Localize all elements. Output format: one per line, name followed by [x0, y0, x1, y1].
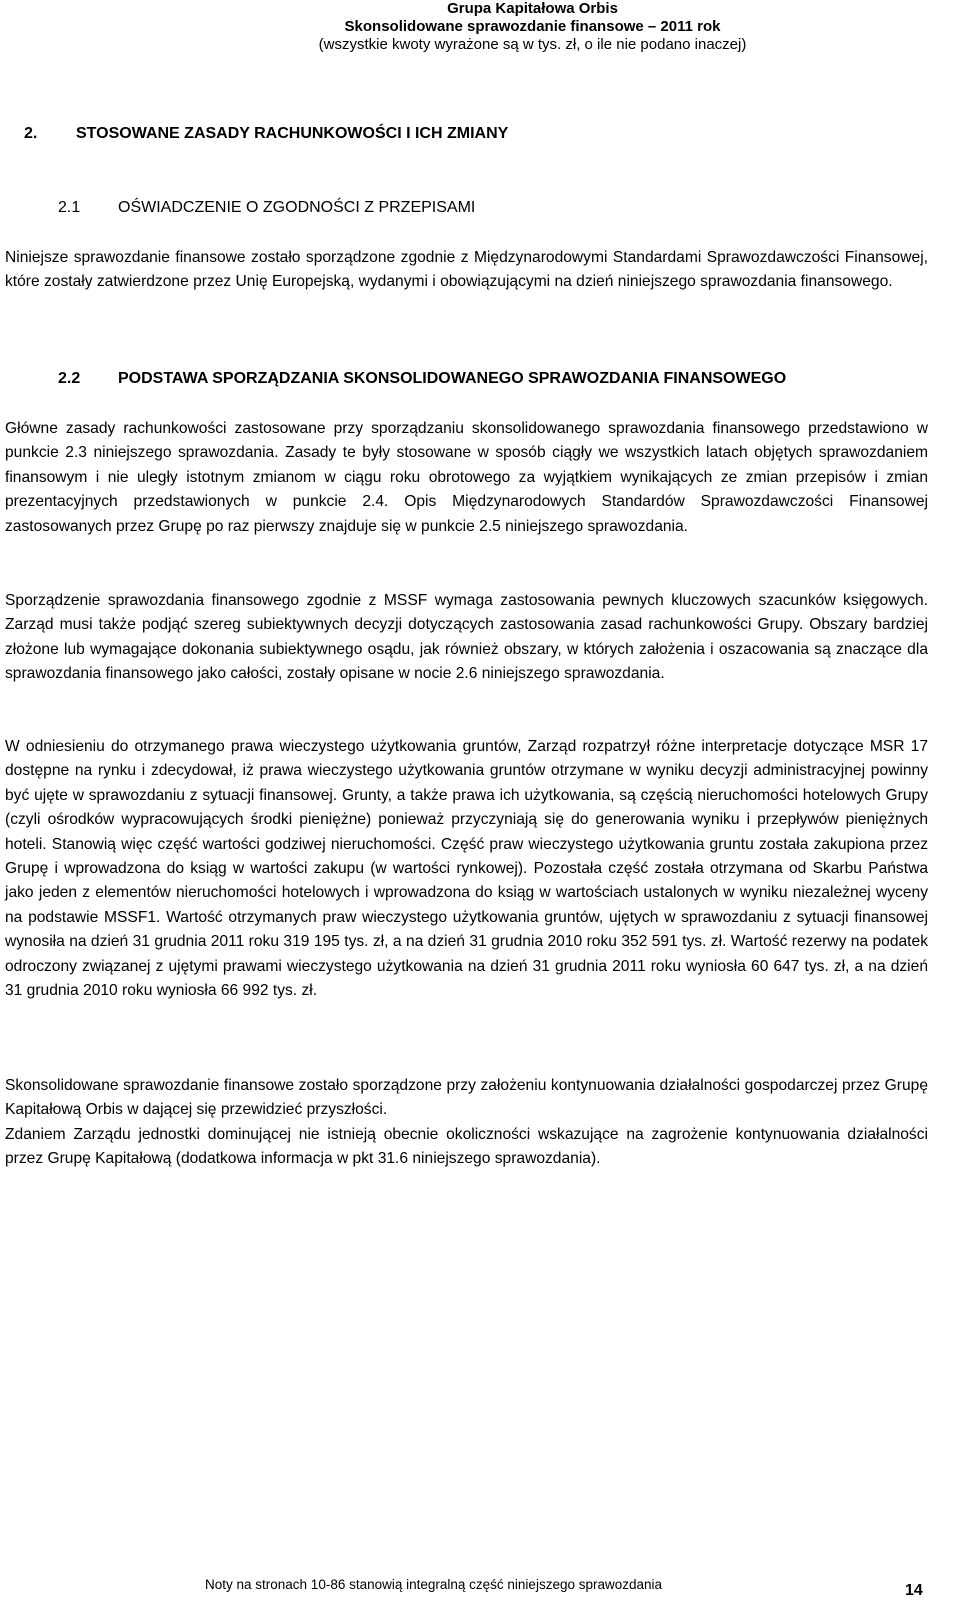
- subsection-title: PODSTAWA SPORZĄDZANIA SKONSOLIDOWANEGO SPRAWOZDANIA FINANSOWEGO: [118, 370, 787, 387]
- section-title: STOSOWANE ZASADY RACHUNKOWOŚCI I ICH ZMIANY: [76, 125, 509, 142]
- subsection-number: 2.2: [58, 370, 81, 387]
- subsection-number: 2.1: [58, 199, 81, 216]
- page-header: [0, 0, 960, 54]
- paragraph-going-concern: Skonsolidowane sprawozdanie finansowe zostało sporządzone przy założeniu kontynuowania działalności gospodarczej przez Grupę Kapitałową Orbis w dającej się przewidzieć przyszłości.: [5, 1077, 928, 1119]
- subsection-title: OŚWIADCZENIE O ZGODNOŚCI Z PRZEPISAMI: [118, 199, 476, 216]
- subsection-heading-2-1: [58, 199, 475, 217]
- paragraph-compliance: Niniejsze sprawozdanie finansowe zostało sporządzone zgodnie z Międzynarodowymi Standardami Sprawozdawczości Finansowej, które zostały zatwierdzone przez Unię Europejską, wydanymi i obowiązującymi na dzień niniejszego sprawozdania finansowego.: [5, 249, 928, 291]
- paragraph-management-opinion: Zdaniem Zarządu jednostki dominującej nie istnieją obecnie okoliczności wskazujące na zagrożenie kontynuowania działalności przez Grupę Kapitałową (dodatkowa informacja w pkt 31.6 niniejszego sprawozdania).: [5, 1126, 928, 1168]
- subsection-heading-2-2: [58, 370, 786, 388]
- amounts-note: (wszystkie kwoty wyrażone są w tys. zł, o ile nie podano inaczej): [318, 36, 747, 53]
- paragraph-estimates: Sporządzenie sprawozdania finansowego zgodnie z MSSF wymaga zastosowania pewnych kluczowych szacunków księgowych. Zarząd musi także podjąć szereg subiektywnych decyzji dotyczących zastosowania zasad rachunkowości Grupy. Obszary bardziej złożone lub wymagające dokonania subiektywnego osądu, jak również obszary, w których założenia i oszacowania są znaczące dla sprawozdania finansowego jako całości, zostały opisane w nocie 2.6 niniejszego sprawozdania.: [5, 592, 928, 683]
- section-number: 2.: [24, 125, 38, 142]
- company-name: Grupa Kapitałowa Orbis: [447, 0, 618, 17]
- paragraph-land-rights: W odniesieniu do otrzymanego prawa wieczystego użytkowania gruntów, Zarząd rozpatrzył różne interpretacje dotyczące MSR 17 dostępne na rynku i zdecydował, iż prawa wieczystego użytkowania gruntów otrzymane w wyniku decyzji administracyjnej powinny być ujęte w sprawozdaniu z sytuacji finansowej. Grunty, a także prawa ich użytkowania, są częścią nieruchomości hotelowych Grupy (czyli ośrodków wypracowujących środki pieniężne) ponieważ przyczyniają się do generowania wyniku i przepływów pieniężnych hoteli. Stanowią więc część wartości godziwej nieruchomości. Część praw wieczystego użytkowania gruntu została zakupiona przez Grupę i wprowadzona do ksiąg w wartości zakupu (w wartości rynkowej). Pozostała część została otrzymana od Skarbu Państwa jako jeden z elementów nieruchomości hotelowych i wprowadzona do ksiąg w wartościach ustalonych w wyniku niezależnej wyceny na podstawie MSSF1. Wartość otrzymanych praw wieczystego użytkowania gruntów, ujętych w sprawozdaniu z sytuacji finansowej wynosiła na dzień 31 grudnia 2011 roku 319 195 tys. zł, a na dzień 31 grudnia 2010 roku 352 591 tys. zł. Wartość rezerwy na podatek odroczony związanej z ujętymi prawami wieczystego użytkowania na dzień 31 grudnia 2011 roku wyniosła 60 647 tys. zł, a na dzień 31 grudnia 2010 roku wyniosła 66 992 tys. zł.: [5, 738, 928, 1000]
- section-heading: [24, 125, 508, 143]
- page-number: 14: [905, 1582, 923, 1599]
- report-title: Skonsolidowane sprawozdanie finansowe – 2011 rok: [344, 18, 721, 35]
- paragraph-basis: Główne zasady rachunkowości zastosowane przy sporządzaniu skonsolidowanego sprawozdania finansowego przedstawiono w punkcie 2.3 niniejszego sprawozdania. Zasady te były stosowane w sposób ciągły we wszystkich latach objętych sprawozdaniem finansowym i nie uległy istotnym zmianom w ciągu roku obrotowego za wyjątkiem wynikających ze zmian przepisów i zmian prezentacyjnych przedstawionych w punkcie 2.4. Opis Międzynarodowych Standardów Sprawozdawczości Finansowej zastosowanych przez Grupę po raz pierwszy znajduje się w punkcie 2.5 niniejszego sprawozdania.: [5, 420, 928, 535]
- footer-note: Noty na stronach 10-86 stanowią integralną część niniejszego sprawozdania: [205, 1577, 663, 1592]
